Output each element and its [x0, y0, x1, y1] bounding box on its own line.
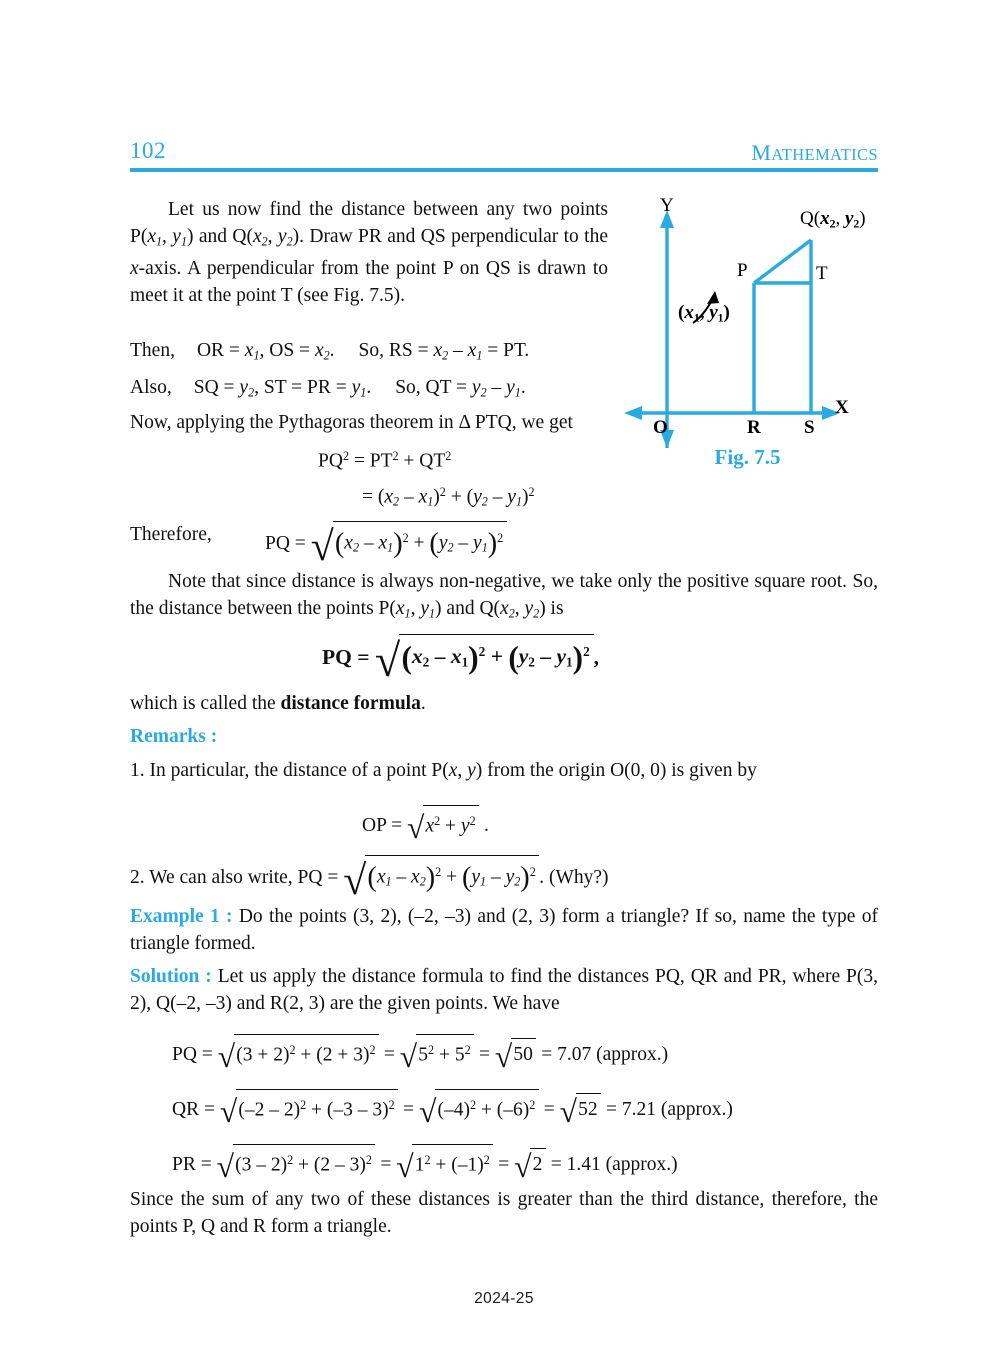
figure-label-s: S — [804, 417, 815, 438]
intro-x2-sub: 2 — [261, 234, 268, 249]
intro-seg-f: -axis. A perpendicular from the point P on QS is drawn to meet it at the point T (see Fig. 7.5). — [130, 258, 608, 307]
radical-qr-step3 — [559, 1093, 602, 1129]
radical-body: 50 — [511, 1038, 536, 1068]
calc-pq — [172, 1034, 669, 1074]
calc-qr-inner-2: + (–3 – 3) — [306, 1098, 389, 1120]
equation-expanded: = $(x_2 - x_1)^2 + (y_2 - y_1)^2$ — [362, 485, 535, 509]
note-seg-c: ) is — [539, 598, 564, 619]
intro-y1: y — [172, 226, 181, 247]
figure-label-r: R — [747, 417, 761, 438]
radical-body: $(3 + 2)^2 + (2 + 3)^2$ — [234, 1034, 379, 1068]
also-label: Also, — [130, 377, 172, 398]
then-pt: = PT. — [482, 340, 530, 361]
radical-sign-icon: √ — [406, 809, 425, 845]
also-qt: So, QT = — [395, 377, 472, 398]
radical-pq-step3 — [494, 1038, 537, 1074]
page-number: 102 — [130, 138, 166, 163]
calc-pq-inner-2: + (2 + 3) — [295, 1043, 370, 1065]
example-label: Example 1 : — [130, 906, 233, 927]
radical-body: 52 — [576, 1093, 601, 1123]
radical-sign-icon: √ — [374, 634, 401, 686]
figure-7-5-svg — [620, 190, 910, 450]
radical-distance-formula — [374, 634, 594, 686]
remark-2-pre: 2. We can also write, PQ = — [130, 866, 344, 888]
page-footer: 2024-25 — [474, 1290, 534, 1307]
segment-pq — [754, 240, 811, 283]
radical-body: 2 — [530, 1148, 546, 1178]
radical-pq-step2 — [399, 1034, 474, 1074]
figure-label-q-comma: , — [835, 208, 845, 229]
figure-label-y: Y — [660, 195, 674, 216]
figure-label-p-coords — [678, 302, 730, 325]
radical-pr-step2 — [396, 1144, 493, 1184]
radical-distance — [310, 521, 507, 570]
distance-formula-display — [322, 634, 599, 686]
which-post: . — [420, 693, 426, 714]
line-then: Then, OR = $x_1$, OS = $x_2$. So, RS = $x_2 - x_1$ = PT. — [130, 340, 530, 363]
calc-pq-step2-b: + 5 — [434, 1043, 465, 1065]
note-seg-a: Note that since distance is always non-negative, we take only the positive square root. So, the distance between the points P( — [130, 571, 878, 619]
calc-pq-step2-a: 5 — [418, 1043, 429, 1065]
page-header — [130, 138, 878, 172]
solution-text: Let us apply the distance formula to find the distances PQ, QR and PR, where P(3, 2), Q(–2, –3) and R(2, 3) are the given points. We have — [130, 966, 879, 1014]
calc-pr — [172, 1144, 678, 1184]
radical-sign-icon: √ — [514, 1148, 532, 1184]
which-is-called-line — [130, 690, 426, 717]
subject-rest: ATHEMATICS — [771, 145, 878, 164]
figure-label-p-close: ) — [723, 302, 730, 323]
intro-x-axis-var: x — [130, 258, 139, 280]
also-minus: – — [486, 377, 507, 398]
which-pre: which is called the — [130, 693, 281, 714]
radical-sign-icon: √ — [343, 857, 367, 904]
remark-2-post: . (Why?) — [539, 866, 609, 888]
calc-pr-eq2: = — [493, 1154, 515, 1176]
calc-pr-step2-a: 1 — [414, 1153, 425, 1175]
then-rs: So, RS = — [358, 340, 434, 361]
calc-pq-eq1: = — [379, 1044, 400, 1066]
radical-pr-calc — [216, 1144, 376, 1184]
figure-label-q-open: ( — [813, 208, 821, 229]
op-tail: . — [484, 815, 489, 837]
note-seg-b: ) and Q( — [435, 598, 501, 619]
closing-paragraph: Since the sum of any two of these distances is greater than the third distance, therefore, the points P, Q and R form a triangle. — [130, 1189, 878, 1237]
figure-label-q-y: y — [844, 208, 854, 229]
radical-sign-icon: √ — [216, 1148, 234, 1184]
radical-sign-icon: √ — [219, 1093, 238, 1129]
figure-label-p-ysub: 1 — [717, 311, 724, 325]
intro-seg-a: Let us now find the distance between any two points P( — [130, 199, 608, 247]
equation-pq-squared: $PQ^2 = PT^2 + QT^2$ — [318, 449, 452, 472]
intro-x2: x — [252, 226, 262, 247]
intro-seg-c: ) and Q( — [187, 226, 253, 247]
figure-label-p: P — [737, 260, 748, 281]
radical-pr-step3 — [514, 1148, 546, 1184]
line-pythagoras: Now, applying the Pythagoras theorem in Δ PTQ, we get — [130, 412, 573, 433]
figure-label-p-open: ( — [678, 302, 685, 323]
also-dot2: . — [520, 377, 526, 398]
calc-qr-inner-1: (–2 – 2) — [238, 1098, 301, 1120]
radical-sign-icon: √ — [494, 1038, 513, 1074]
intro-seg-d: , — [267, 226, 278, 247]
calc-pq-result: = 7.07 (approx.) — [536, 1044, 669, 1066]
equation-distance-derived — [265, 521, 507, 570]
figure-label-p-x: x — [684, 302, 694, 323]
calc-pr-inner-1: (3 – 2) — [235, 1153, 288, 1175]
line-also: Also, SQ = $y_2$, ST = PR = $y_1$. So, QT = $y_2 - y_1$. — [130, 377, 526, 400]
intro-y2-sub: 2 — [286, 234, 293, 249]
calc-qr-eq2: = — [538, 1099, 560, 1121]
pq-equals: PQ = — [265, 532, 311, 554]
figure-label-q-name: Q — [800, 208, 814, 229]
radical-body: (–2 – 2)$^2$ + (–3 – 3)$^2$ — [236, 1089, 398, 1123]
calc-pr-step2-b: + (–1) — [430, 1153, 484, 1175]
radical-body: $(x_2 - x_1)^2 + (y_2 - y_1)^2$ — [333, 521, 507, 562]
solution-block — [130, 963, 878, 1017]
calc-pq-label: PQ = — [172, 1044, 218, 1066]
intro-seg-b: , — [162, 226, 173, 247]
then-dot: . — [329, 340, 335, 361]
radical-sign-icon: √ — [310, 523, 334, 570]
also-sq: SQ = — [193, 377, 240, 398]
calc-qr — [172, 1089, 733, 1129]
radical-qr-calc — [219, 1089, 398, 1129]
solution-label: Solution : — [130, 966, 212, 987]
radical-body: $5^2 + 5^2$ — [416, 1034, 474, 1068]
subject-initial: M — [751, 140, 772, 165]
x-axis-left-arrow — [624, 406, 642, 420]
op-equals: OP = — [362, 815, 407, 837]
calc-qr-eq1: = — [398, 1099, 419, 1121]
calc-pr-result: = 1.41 (approx.) — [545, 1154, 678, 1176]
intro-x1-sub: 1 — [156, 234, 163, 249]
radical-body: $1^2 + (-1)^2$ — [412, 1144, 493, 1178]
calc-qr-step2-b: + (–6) — [476, 1098, 530, 1120]
intro-y2: y — [277, 226, 287, 247]
distance-formula-lhs: PQ = — [322, 644, 375, 669]
radical-sign-icon: √ — [396, 1148, 414, 1184]
also-st: , ST = PR = — [254, 377, 352, 398]
radical-body: $x^2 + y^2$ — [423, 805, 479, 839]
figure-label-q-x: x — [820, 208, 830, 229]
then-minus: – — [448, 340, 468, 361]
radical-body: (3 – 2)$^2$ + (2 – 3)$^2$ — [233, 1144, 376, 1178]
radical-pq-calc — [217, 1034, 379, 1074]
then-label: Then, — [130, 340, 175, 361]
distance-formula-term: distance formula — [280, 693, 421, 714]
intro-seg-e: ). Draw PR and QS perpendicular to the — [292, 226, 608, 247]
intro-x1: x — [147, 226, 156, 247]
example-1-block — [130, 903, 878, 957]
distance-formula-comma: , — [593, 644, 599, 669]
figure-label-p-comma: , — [699, 302, 710, 323]
radical-body: $(x_1 - x_2)^2 + (y_1 - y_2)^2$ — [365, 855, 539, 896]
figure-label-q — [800, 208, 866, 231]
calc-pr-inner-2: + (2 – 3) — [293, 1153, 366, 1175]
figure-label-q-close: ) — [859, 208, 866, 229]
figure-label-q-xsub: 2 — [829, 217, 836, 231]
then-os: , OS = — [259, 340, 315, 361]
remarks-heading: Remarks : — [130, 726, 218, 747]
example-text: Do the points (3, 2), (–2, –3) and (2, 3) form a triangle? If so, name the type of triangle formed. — [130, 906, 878, 954]
calc-pr-eq1: = — [375, 1154, 397, 1176]
radical-sign-icon: √ — [399, 1038, 418, 1074]
figure-7-5 — [620, 190, 910, 500]
therefore-label: Therefore, — [130, 524, 212, 545]
calc-qr-step2-a: (–4) — [437, 1098, 470, 1120]
radical-body: $(-4)^2 + (-6)^2$ — [435, 1089, 539, 1123]
radical-sign-icon: √ — [418, 1093, 437, 1129]
figure-label-o: O — [653, 417, 668, 438]
equation-op — [362, 805, 489, 845]
remark-item-2 — [130, 855, 609, 904]
remark-item-1: 1. In particular, the distance of a point P(x, y) from the origin O(0, 0) is given by — [130, 760, 757, 781]
also-dot: . — [366, 377, 372, 398]
calc-qr-label: QR = — [172, 1099, 220, 1121]
radical-op — [406, 805, 479, 845]
radical-qr-step2 — [418, 1089, 539, 1129]
figure-label-p-y: y — [709, 302, 718, 323]
calc-qr-result: = 7.21 (approx.) — [601, 1099, 733, 1121]
figure-label-p-xsub: 1 — [693, 311, 700, 325]
header-divider — [130, 168, 878, 172]
intro-y1-sub: 1 — [180, 234, 187, 249]
figure-label-q-ysub: 2 — [853, 217, 860, 231]
figure-caption: Fig. 7.5 — [714, 445, 781, 469]
figure-label-t: T — [816, 263, 828, 284]
intro-paragraph — [130, 196, 608, 309]
calc-pr-label: PR = — [172, 1154, 217, 1176]
figure-label-x: X — [835, 397, 849, 418]
radical-body: $(x_2 - x_1)^2 + (y_2 - y_1)^2$ — [399, 634, 594, 677]
subject-title — [751, 140, 878, 166]
radical-pq-alt — [343, 855, 539, 904]
radical-sign-icon: √ — [559, 1093, 577, 1129]
calc-pq-inner-1: (3 + 2) — [236, 1043, 290, 1065]
then-or: OR = — [196, 340, 245, 361]
calc-pq-eq2: = — [474, 1044, 495, 1066]
note-paragraph: Note that since distance is always non-negative, we take only the positive square root. So, the distance between the points $P(x_1$, $y_1$) and $Q(x_2$, $y_2$) is — [130, 571, 878, 621]
radical-sign-icon: √ — [217, 1038, 236, 1074]
